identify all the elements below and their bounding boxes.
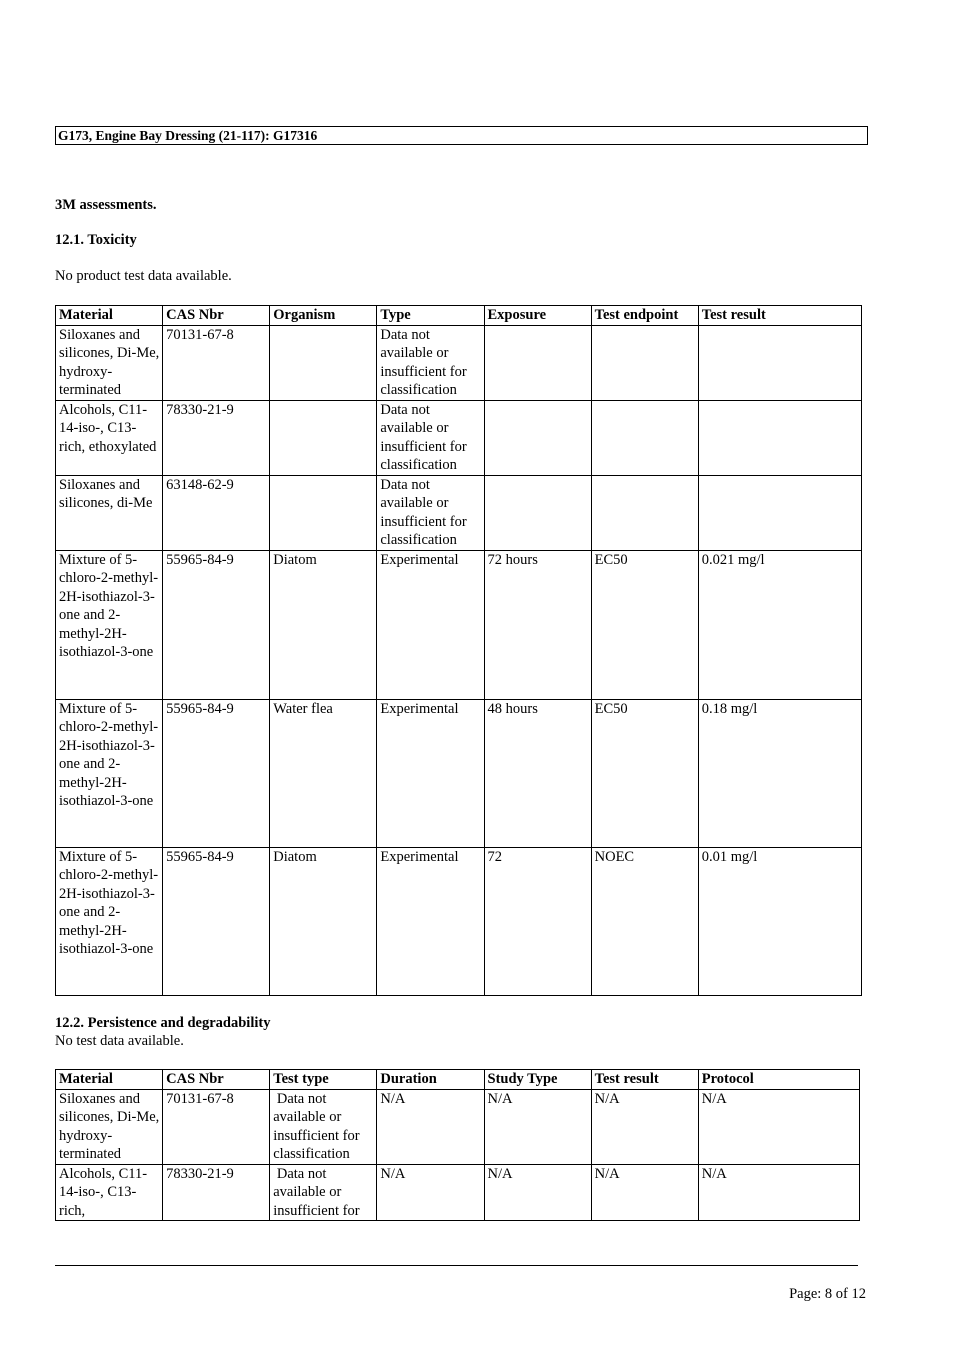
footer-divider <box>55 1265 858 1266</box>
document-header: G173, Engine Bay Dressing (21-117): G17316 <box>55 126 868 145</box>
cell-endpoint <box>591 400 698 475</box>
column-header: Duration <box>377 1070 484 1090</box>
cell-endpoint: EC50 <box>591 550 698 699</box>
cell-result <box>698 475 861 550</box>
cell-endpoint <box>591 325 698 400</box>
column-header: Exposure <box>484 306 591 326</box>
cell-endpoint: NOEC <box>591 847 698 995</box>
cell-study-type: N/A <box>484 1164 591 1221</box>
cell-exposure: 48 hours <box>484 699 591 847</box>
column-header: CAS Nbr <box>163 306 270 326</box>
column-header: Material <box>56 306 163 326</box>
table-row <box>56 847 862 995</box>
cell-exposure <box>484 325 591 400</box>
cell-test-type: Data not available or insufficient for <box>270 1164 377 1221</box>
cell-exposure: 72 hours <box>484 550 591 699</box>
cell-type: Experimental <box>377 550 484 699</box>
cell-result: 0.01 mg/l <box>698 847 861 995</box>
cell-organism <box>270 325 377 400</box>
persistence-heading: 12.2. Persistence and degradability <box>55 1015 271 1031</box>
cell-organism <box>270 475 377 550</box>
cell-material: Alcohols, C11-14-iso-, C13-rich, ethoxylated <box>56 400 163 475</box>
cell-material: Mixture of 5-chloro-2-methyl-2H-isothiazol-3-one and 2-methyl-2H-isothiazol-3-one <box>56 699 163 847</box>
column-header: CAS Nbr <box>163 1070 270 1090</box>
cell-test-result: N/A <box>591 1089 698 1164</box>
cell-material: Siloxanes and silicones, Di-Me, hydroxy-terminated <box>56 325 163 400</box>
cell-result: 0.18 mg/l <box>698 699 861 847</box>
cell-type: Data not available or insufficient for classification <box>377 400 484 475</box>
cell-exposure <box>484 400 591 475</box>
cell-type: Experimental <box>377 847 484 995</box>
cell-type: Experimental <box>377 699 484 847</box>
cell-type: Data not available or insufficient for classification <box>377 325 484 400</box>
toxicity-table <box>55 305 862 996</box>
column-header: Test type <box>270 1070 377 1090</box>
cell-cas: 55965-84-9 <box>163 847 270 995</box>
column-header: Type <box>377 306 484 326</box>
table-row <box>56 699 862 847</box>
cell-organism: Diatom <box>270 550 377 699</box>
assessments-heading: 3M assessments. <box>55 197 157 213</box>
persistence-note: No test data available. <box>55 1033 184 1049</box>
cell-duration: N/A <box>377 1089 484 1164</box>
table-row <box>56 325 862 400</box>
cell-cas: 70131-67-8 <box>163 325 270 400</box>
page-number: Page: 8 of 12 <box>789 1286 866 1302</box>
cell-exposure <box>484 475 591 550</box>
column-header: Protocol <box>698 1070 859 1090</box>
column-header: Material <box>56 1070 163 1090</box>
table-header-row <box>56 306 862 326</box>
cell-endpoint <box>591 475 698 550</box>
cell-cas: 78330-21-9 <box>163 1164 270 1221</box>
column-header: Study Type <box>484 1070 591 1090</box>
toxicity-heading: 12.1. Toxicity <box>55 232 137 248</box>
cell-duration: N/A <box>377 1164 484 1221</box>
cell-test-result: N/A <box>591 1164 698 1221</box>
cell-result <box>698 400 861 475</box>
cell-material: Mixture of 5-chloro-2-methyl-2H-isothiazol-3-one and 2-methyl-2H-isothiazol-3-one <box>56 847 163 995</box>
table-row <box>56 550 862 699</box>
cell-cas: 70131-67-8 <box>163 1089 270 1164</box>
cell-material: Alcohols, C11-14-iso-, C13-rich, <box>56 1164 163 1221</box>
column-header: Test endpoint <box>591 306 698 326</box>
cell-protocol: N/A <box>698 1089 859 1164</box>
toxicity-note: No product test data available. <box>55 268 232 284</box>
cell-endpoint: EC50 <box>591 699 698 847</box>
cell-result: 0.021 mg/l <box>698 550 861 699</box>
column-header: Test result <box>591 1070 698 1090</box>
table-row <box>56 475 862 550</box>
cell-organism: Diatom <box>270 847 377 995</box>
cell-organism: Water flea <box>270 699 377 847</box>
persistence-table <box>55 1069 860 1221</box>
cell-study-type: N/A <box>484 1089 591 1164</box>
table-row <box>56 1089 860 1164</box>
table-row <box>56 1164 860 1221</box>
table-row <box>56 400 862 475</box>
cell-material: Mixture of 5-chloro-2-methyl-2H-isothiazol-3-one and 2-methyl-2H-isothiazol-3-one <box>56 550 163 699</box>
cell-result <box>698 325 861 400</box>
cell-cas: 63148-62-9 <box>163 475 270 550</box>
column-header: Test result <box>698 306 861 326</box>
cell-protocol: N/A <box>698 1164 859 1221</box>
cell-type: Data not available or insufficient for classification <box>377 475 484 550</box>
cell-cas: 78330-21-9 <box>163 400 270 475</box>
cell-cas: 55965-84-9 <box>163 699 270 847</box>
cell-exposure: 72 <box>484 847 591 995</box>
cell-material: Siloxanes and silicones, di-Me <box>56 475 163 550</box>
cell-test-type: Data not available or insufficient for classification <box>270 1089 377 1164</box>
cell-cas: 55965-84-9 <box>163 550 270 699</box>
column-header: Organism <box>270 306 377 326</box>
cell-material: Siloxanes and silicones, Di-Me, hydroxy-terminated <box>56 1089 163 1164</box>
table-header-row <box>56 1070 860 1090</box>
cell-organism <box>270 400 377 475</box>
